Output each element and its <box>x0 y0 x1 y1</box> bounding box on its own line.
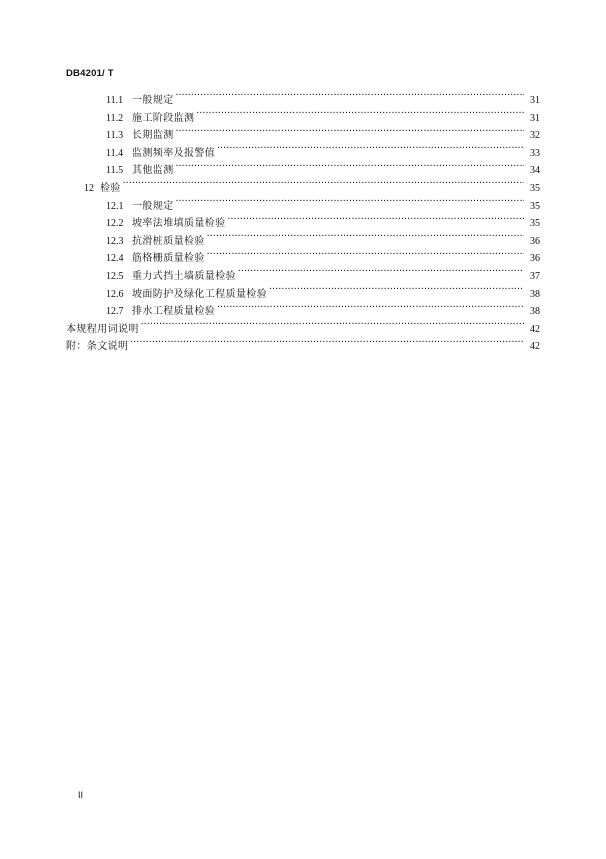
toc-entry-label <box>106 162 176 180</box>
toc-entry[interactable] <box>66 233 540 251</box>
toc-entry[interactable] <box>66 250 540 268</box>
toc-leader-dots <box>141 321 524 332</box>
toc-entry-page: 42 <box>530 341 540 353</box>
toc-entry-title: 筋格栅质量检验 <box>132 253 205 265</box>
toc-leader-dots <box>207 233 524 244</box>
toc-entry-title: 附：条文说明 <box>66 341 129 353</box>
toc-entry-title: 施工阶段监测 <box>132 112 195 124</box>
page-header: DB4201/ T <box>66 68 114 79</box>
toc-entry-number: 12.4 <box>106 253 124 265</box>
toc-entry-page: 33 <box>530 147 540 159</box>
toc-entry-label <box>66 321 141 339</box>
toc-entry-number: 12.7 <box>106 306 124 318</box>
toc-entry[interactable] <box>66 321 540 339</box>
toc-entry-label <box>106 250 207 268</box>
toc-entry[interactable] <box>66 110 540 128</box>
toc-entry-title: 抗滑桩质量检验 <box>132 235 205 247</box>
toc-entry-label <box>106 268 238 286</box>
toc-entry-title: 坡率法堆填质量检验 <box>132 218 226 230</box>
toc-entry-page: 35 <box>530 218 540 230</box>
toc-entry[interactable] <box>66 127 540 145</box>
toc-entry-page: 31 <box>530 95 540 106</box>
toc-entry-label <box>84 180 123 198</box>
toc-entry-page: 42 <box>530 323 540 335</box>
toc-entry-title: 重力式挡土墙质量检验 <box>132 270 236 282</box>
toc-entry-label <box>106 110 196 128</box>
toc-entry-title: 本规程用词说明 <box>66 323 139 335</box>
toc-entry[interactable] <box>66 286 540 304</box>
toc-entry[interactable] <box>66 215 540 233</box>
toc-leader-dots <box>176 92 524 103</box>
toc-entry-title: 监测频率及报警值 <box>132 147 216 159</box>
toc-leader-dots <box>176 127 524 138</box>
toc-leader-dots <box>130 338 524 349</box>
toc-entry-number: 12.1 <box>106 200 124 212</box>
toc-entry-number: 11.3 <box>106 130 124 142</box>
toc-entry-page: 37 <box>530 270 540 282</box>
toc-entry[interactable] <box>66 145 540 163</box>
toc-entry-title: 其他监测 <box>132 165 174 177</box>
toc-entry-page: 34 <box>530 165 540 177</box>
toc-leader-dots <box>176 198 524 209</box>
toc-entry[interactable] <box>66 268 540 286</box>
toc-entry-page: 38 <box>530 306 540 318</box>
toc-entry-label <box>106 92 176 110</box>
toc-entry-page: 32 <box>530 130 540 142</box>
table-of-contents <box>66 92 540 356</box>
toc-entry[interactable] <box>66 303 540 321</box>
toc-entry-label <box>106 145 217 163</box>
toc-leader-dots <box>123 180 524 191</box>
toc-entry-label <box>106 286 269 304</box>
toc-entry-label <box>106 303 217 321</box>
toc-entry-page: 38 <box>530 288 540 300</box>
toc-entry-number: 12.2 <box>106 218 124 230</box>
toc-entry-title: 一般规定 <box>132 200 174 212</box>
toc-leader-dots <box>176 162 524 173</box>
toc-entry-number: 12.6 <box>106 288 124 300</box>
toc-entry-label <box>106 127 176 145</box>
toc-entry-label <box>106 233 207 251</box>
toc-leader-dots <box>228 215 524 226</box>
toc-leader-dots <box>217 145 524 156</box>
toc-entry-number: 12.3 <box>106 235 124 247</box>
toc-entry-number: 11.5 <box>106 165 124 177</box>
toc-entry-page: 35 <box>530 182 540 194</box>
toc-leader-dots <box>196 110 524 121</box>
toc-entry-number: 11.2 <box>106 112 124 124</box>
toc-entry[interactable] <box>66 162 540 180</box>
toc-entry-page: 36 <box>530 235 540 247</box>
toc-entry-title: 检验 <box>100 182 121 194</box>
toc-entry-title: 坡面防护及绿化工程质量检验 <box>132 288 268 300</box>
toc-entry[interactable] <box>66 92 540 110</box>
toc-entry-number: 12 <box>84 182 94 194</box>
page-number: II <box>78 790 84 800</box>
toc-entry-number: 11.4 <box>106 147 124 159</box>
toc-entry-title: 长期监测 <box>132 130 174 142</box>
toc-entry-page: 31 <box>530 112 540 124</box>
toc-entry[interactable] <box>66 338 540 356</box>
toc-entry-label <box>106 215 228 233</box>
toc-entry[interactable] <box>66 180 540 198</box>
toc-entry-title: 一般规定 <box>132 95 174 106</box>
toc-leader-dots <box>269 286 524 297</box>
toc-entry-label <box>66 338 130 356</box>
toc-entry-page: 35 <box>530 200 540 212</box>
toc-entry[interactable] <box>66 198 540 216</box>
toc-entry-label <box>106 198 176 216</box>
toc-entry-page: 36 <box>530 253 540 265</box>
toc-leader-dots <box>238 268 524 279</box>
toc-leader-dots <box>217 303 524 314</box>
toc-entry-number: 12.5 <box>106 270 124 282</box>
toc-leader-dots <box>207 250 524 261</box>
toc-entry-number: 11.1 <box>106 95 124 106</box>
toc-entry-title: 排水工程质量检验 <box>132 306 216 318</box>
